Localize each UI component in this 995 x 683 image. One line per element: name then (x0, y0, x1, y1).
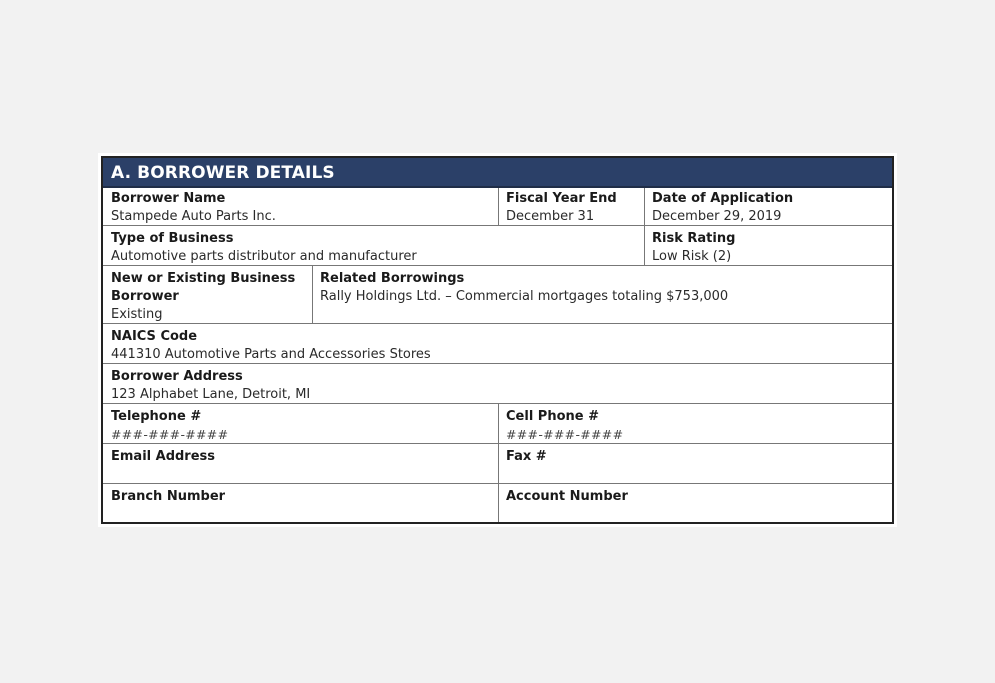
borrower-name-label: Borrower Name (111, 191, 226, 206)
field-borrower-name (103, 188, 498, 226)
borrower-name-value[interactable]: Stampede Auto Parts Inc. (111, 209, 276, 224)
date-of-application-label: Date of Application (652, 191, 794, 206)
type-of-business-label: Type of Business (111, 231, 234, 246)
new-or-existing-label: New or Existing Business Borrower (111, 271, 296, 304)
field-cell-phone (498, 406, 892, 444)
type-of-business-value[interactable]: Automotive parts distributor and manufacturer (111, 249, 417, 264)
cell-phone-label: Cell Phone # (506, 409, 599, 424)
risk-rating-value[interactable]: Low Risk (2) (652, 249, 732, 264)
field-type-of-business (103, 228, 644, 266)
telephone-label: Telephone # (111, 409, 202, 424)
related-borrowings-label: Related Borrowings (320, 271, 465, 286)
divider (103, 323, 892, 324)
risk-rating-label: Risk Rating (652, 231, 736, 246)
field-email-address (103, 446, 498, 484)
field-borrower-address (103, 366, 892, 404)
fax-label: Fax # (506, 449, 547, 464)
field-naics-code (103, 326, 892, 364)
field-fax (498, 446, 892, 484)
fiscal-year-end-value[interactable]: December 31 (506, 209, 595, 224)
field-telephone (103, 406, 498, 444)
new-or-existing-value[interactable]: Existing (111, 307, 163, 322)
divider (498, 404, 499, 522)
fiscal-year-end-label: Fiscal Year End (506, 191, 617, 206)
branch-number-label: Branch Number (111, 489, 226, 504)
divider (103, 225, 892, 226)
account-number-label: Account Number (506, 489, 628, 504)
cell-phone-value[interactable]: ###-###-#### (506, 427, 624, 442)
borrower-details-form (101, 156, 894, 524)
borrower-address-value[interactable]: 123 Alphabet Lane, Detroit, MI (111, 387, 311, 402)
borrower-address-label: Borrower Address (111, 369, 243, 384)
divider (498, 188, 499, 226)
email-address-label: Email Address (111, 449, 216, 464)
field-account-number (498, 486, 892, 522)
field-new-or-existing-borrower (103, 268, 312, 324)
related-borrowings-value[interactable]: Rally Holdings Ltd. – Commercial mortgages totaling $753,000 (320, 289, 729, 304)
section-title: A. BORROWER DETAILS (103, 158, 892, 188)
field-date-of-application (644, 188, 892, 226)
field-branch-number (103, 486, 498, 522)
naics-code-label: NAICS Code (111, 329, 198, 344)
field-fiscal-year-end (498, 188, 644, 226)
field-related-borrowings (312, 268, 892, 324)
naics-code-value[interactable]: 441310 Automotive Parts and Accessories Stores (111, 347, 431, 362)
telephone-value[interactable]: ###-###-#### (111, 427, 229, 442)
field-risk-rating (644, 228, 892, 266)
divider (103, 363, 892, 364)
divider (312, 266, 313, 324)
date-of-application-value[interactable]: December 29, 2019 (652, 209, 782, 224)
divider (103, 265, 892, 266)
